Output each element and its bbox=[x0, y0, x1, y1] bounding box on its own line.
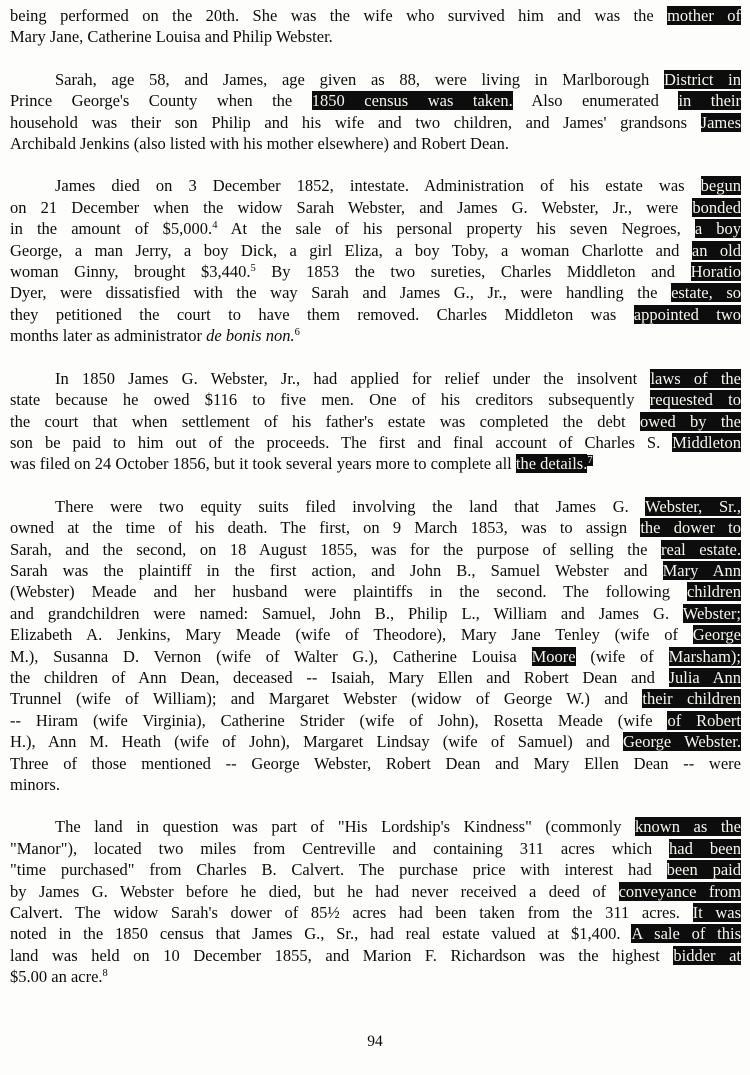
text-segment: $5.00 an acre. bbox=[10, 967, 103, 987]
highlighted-text: Marsham); bbox=[668, 646, 741, 666]
text-line bbox=[10, 411, 741, 432]
text-line bbox=[10, 731, 741, 752]
text-segment: woman Ginny, brought $3,440. bbox=[10, 262, 251, 282]
text-line bbox=[10, 453, 741, 474]
text-line bbox=[10, 69, 741, 90]
highlighted-text: Mary Ann bbox=[662, 560, 741, 580]
text-line bbox=[10, 881, 741, 902]
text-line bbox=[10, 496, 741, 517]
text-line bbox=[10, 603, 741, 624]
highlighted-text: been paid bbox=[666, 860, 741, 880]
text-line bbox=[10, 389, 741, 410]
text-line bbox=[10, 816, 741, 837]
highlighted-text: of Robert bbox=[667, 710, 741, 730]
highlighted-text: Webster, Sr., bbox=[645, 496, 741, 516]
highlighted-text: in their bbox=[678, 91, 741, 111]
highlighted-text: appointed two bbox=[633, 304, 741, 324]
text-segment: being performed on the 20th. She was the wife who survived him and was the bbox=[10, 6, 668, 25]
text-segment: "time purchased" from Charles B. Calvert. The purchase price with interest had bbox=[10, 860, 667, 880]
text-segment: months later as administrator bbox=[10, 326, 207, 346]
paragraph bbox=[10, 496, 741, 796]
highlighted-text: laws of the bbox=[650, 368, 741, 388]
text-line bbox=[10, 539, 741, 560]
text-line bbox=[10, 966, 741, 987]
highlighted-text: District in bbox=[663, 69, 742, 89]
highlighted-text: Webster; bbox=[682, 603, 741, 623]
text-line bbox=[10, 26, 741, 47]
highlighted-text: begun bbox=[700, 176, 741, 196]
highlighted-text: their children bbox=[642, 689, 742, 709]
text-line bbox=[10, 838, 741, 859]
text-segment: Three of those mentioned -- George Webster, Robert Dean and Mary Ellen Dean -- were bbox=[10, 753, 741, 773]
highlighted-text: requested to bbox=[649, 390, 741, 410]
highlighted-text: Julia Ann bbox=[668, 667, 741, 687]
highlighted-text: conveyance from bbox=[618, 881, 741, 901]
footnote-ref: 6 bbox=[294, 327, 300, 339]
text-line bbox=[10, 240, 741, 261]
text-line bbox=[10, 560, 741, 581]
paragraph bbox=[10, 69, 741, 155]
text-line bbox=[10, 517, 741, 538]
text-line bbox=[10, 133, 741, 154]
text-segment: household was their son Philip and his wife and two children, and James' grandsons bbox=[10, 112, 701, 132]
text-segment: owned at the time of his death. The first, on 9 March 1853, was to assign bbox=[10, 518, 641, 538]
text-segment: the children of Ann Dean, deceased -- Isaiah, Mary Ellen and Robert Dean and bbox=[10, 667, 669, 687]
text-segment: son be paid to him out of the proceeds. The first and final account of Charles S. bbox=[10, 432, 673, 452]
text-line bbox=[10, 624, 741, 645]
text-segment: Calvert. The widow Sarah's dower of 85½ acres had been taken from the 311 acres. bbox=[10, 903, 693, 923]
highlighted-text: real estate. bbox=[661, 539, 741, 559]
text-segment: James died on 3 December 1852, intestate. Administration of his estate was bbox=[55, 176, 701, 196]
text-segment: and grandchildren were named: Samuel, John B., Philip L., William and James G. bbox=[10, 603, 683, 623]
text-segment: "Manor"), located two miles from Centreville and containing 311 acres which bbox=[10, 838, 670, 858]
text-segment: Sarah, age 58, and James, age given as 88, were living in Marlborough bbox=[55, 69, 664, 89]
highlighted-text: the dower to bbox=[640, 518, 741, 538]
highlighted-text: a boy bbox=[694, 219, 741, 239]
text-segment: By 1853 the two sureties, Charles Middleton and bbox=[255, 262, 691, 282]
highlighted-text: estate, so bbox=[671, 283, 742, 303]
text-segment: George, a man Jerry, a boy Dick, a girl Eliza, a boy Toby, a woman Charlotte and bbox=[10, 240, 692, 260]
text-line bbox=[10, 688, 741, 709]
highlighted-text: Horatio bbox=[690, 262, 741, 282]
highlighted-text: owed by the bbox=[639, 411, 741, 431]
highlighted-text: George Webster. bbox=[622, 732, 741, 752]
highlighted-text: Moore bbox=[531, 646, 576, 666]
highlighted-text: the details. bbox=[515, 454, 588, 474]
paragraph bbox=[10, 368, 741, 475]
highlighted-text: had been bbox=[669, 838, 741, 858]
text-segment: -- Hiram (wife Virginia), Catherine Strider (wife of John), Rosetta Meade (wife bbox=[10, 710, 668, 730]
text-segment: state because he owed $116 to five men. One of his creditors subsequently bbox=[10, 390, 650, 410]
page-number: 94 bbox=[367, 1033, 383, 1050]
text-segment: There were two equity suits filed involving the land that James G. bbox=[55, 496, 646, 516]
text-segment: the court that when settlement of his father's estate was completed the debt bbox=[10, 411, 640, 431]
highlighted-text: A sale of this bbox=[631, 924, 741, 944]
text-line bbox=[10, 859, 741, 880]
text-segment: by James G. Webster before he died, but he had never received a deed of bbox=[10, 881, 619, 901]
text-segment: H.), Ann M. Heath (wife of John), Margaret Lindsay (wife of Samuel) and bbox=[10, 732, 623, 752]
text-line bbox=[10, 325, 741, 346]
text-line bbox=[10, 945, 741, 966]
footnote-ref: 7 bbox=[587, 455, 593, 467]
highlighted-text: 1850 census was taken. bbox=[311, 91, 513, 111]
text-segment: they petitioned the court to have them removed. Charles Middleton was bbox=[10, 304, 634, 324]
text-segment: Also enumerated bbox=[512, 91, 679, 111]
text-segment: noted in the 1850 census that James G., Sr., had real estate valued at $1,400. bbox=[10, 924, 632, 944]
text-line bbox=[10, 667, 741, 688]
text-segment: Archibald Jenkins (also listed with his mother elsewhere) and Robert Dean. bbox=[10, 134, 509, 154]
text-line bbox=[10, 112, 741, 133]
text-segment: The land in question was part of "His Lordship's Kindness" (commonly bbox=[55, 817, 636, 837]
text-segment: in the amount of $5,000. bbox=[10, 219, 213, 239]
highlighted-text: an old bbox=[691, 240, 741, 260]
text-segment: Dyer, were dissatisfied with the way Sarah and James G., Jr., were handling the bbox=[10, 283, 672, 303]
highlighted-text: mother of bbox=[667, 6, 741, 25]
highlighted-text: Middleton bbox=[672, 432, 741, 452]
text-segment: At the sale of his personal property his seven Negroes, bbox=[217, 219, 695, 239]
text-segment: (Webster) Meade and her husband were plaintiffs in the second. The following bbox=[10, 582, 687, 602]
text-line bbox=[10, 774, 741, 795]
text-segment: Sarah was the plaintiff in the first action, and John B., Samuel Webster and bbox=[10, 560, 663, 580]
text-segment: Mary Jane, Catherine Louisa and Philip Webster. bbox=[10, 27, 333, 47]
highlighted-text: James bbox=[700, 112, 741, 132]
text-segment: (wife of bbox=[575, 646, 669, 666]
paragraph bbox=[10, 175, 741, 346]
text-segment: was filed on 24 October 1856, but it took several years more to complete all bbox=[10, 454, 516, 474]
text-segment: land was held on 10 December 1855, and Marion F. Richardson was the highest bbox=[10, 945, 674, 965]
highlighted-text: George bbox=[692, 625, 741, 645]
highlighted-text: bidder at bbox=[673, 945, 742, 965]
text-line bbox=[10, 175, 741, 196]
text-segment: Sarah, and the second, on 18 August 1855, was for the purpose of selling the bbox=[10, 539, 662, 559]
footnote-ref: 5 bbox=[250, 263, 256, 275]
text-segment: Prince George's County when the bbox=[10, 91, 312, 111]
footnote-ref: 4 bbox=[212, 220, 218, 232]
paragraph bbox=[10, 5, 741, 48]
text-line bbox=[10, 282, 741, 303]
text-line bbox=[10, 923, 741, 944]
text-line bbox=[10, 432, 741, 453]
text-segment: de bonis non. bbox=[206, 326, 295, 346]
text-line bbox=[10, 902, 741, 923]
text-line bbox=[10, 197, 741, 218]
highlighted-text: children bbox=[686, 582, 741, 602]
text-line bbox=[10, 646, 741, 667]
text-segment: on 21 December when the widow Sarah Webster, and James G. Webster, Jr., were bbox=[10, 197, 693, 217]
text-line bbox=[10, 581, 741, 602]
text-line bbox=[10, 261, 741, 282]
text-segment: Trunnel (wife of William); and Margaret Webster (widow of George W.) and bbox=[10, 689, 643, 709]
text-line bbox=[10, 368, 741, 389]
text-segment: In 1850 James G. Webster, Jr., had applied for relief under the insolvent bbox=[55, 368, 651, 388]
text-line bbox=[10, 90, 741, 111]
highlighted-text: It was bbox=[692, 903, 741, 923]
text-segment: minors. bbox=[10, 775, 60, 794]
text-segment: Elizabeth A. Jenkins, Mary Meade (wife of Theodore), Mary Jane Tenley (wife of bbox=[10, 625, 693, 645]
footnote-ref: 8 bbox=[102, 968, 108, 980]
text-line bbox=[10, 218, 741, 239]
highlighted-text: known as the bbox=[635, 817, 741, 837]
text-line bbox=[10, 5, 741, 26]
text-line bbox=[10, 304, 741, 325]
document-body bbox=[10, 5, 741, 988]
text-segment: M.), Susanna D. Vernon (wife of Walter G.), Catherine Louisa bbox=[10, 646, 532, 666]
text-line bbox=[10, 710, 741, 731]
paragraph bbox=[10, 816, 741, 987]
text-line bbox=[10, 753, 741, 774]
highlighted-text: bonded bbox=[692, 197, 741, 217]
